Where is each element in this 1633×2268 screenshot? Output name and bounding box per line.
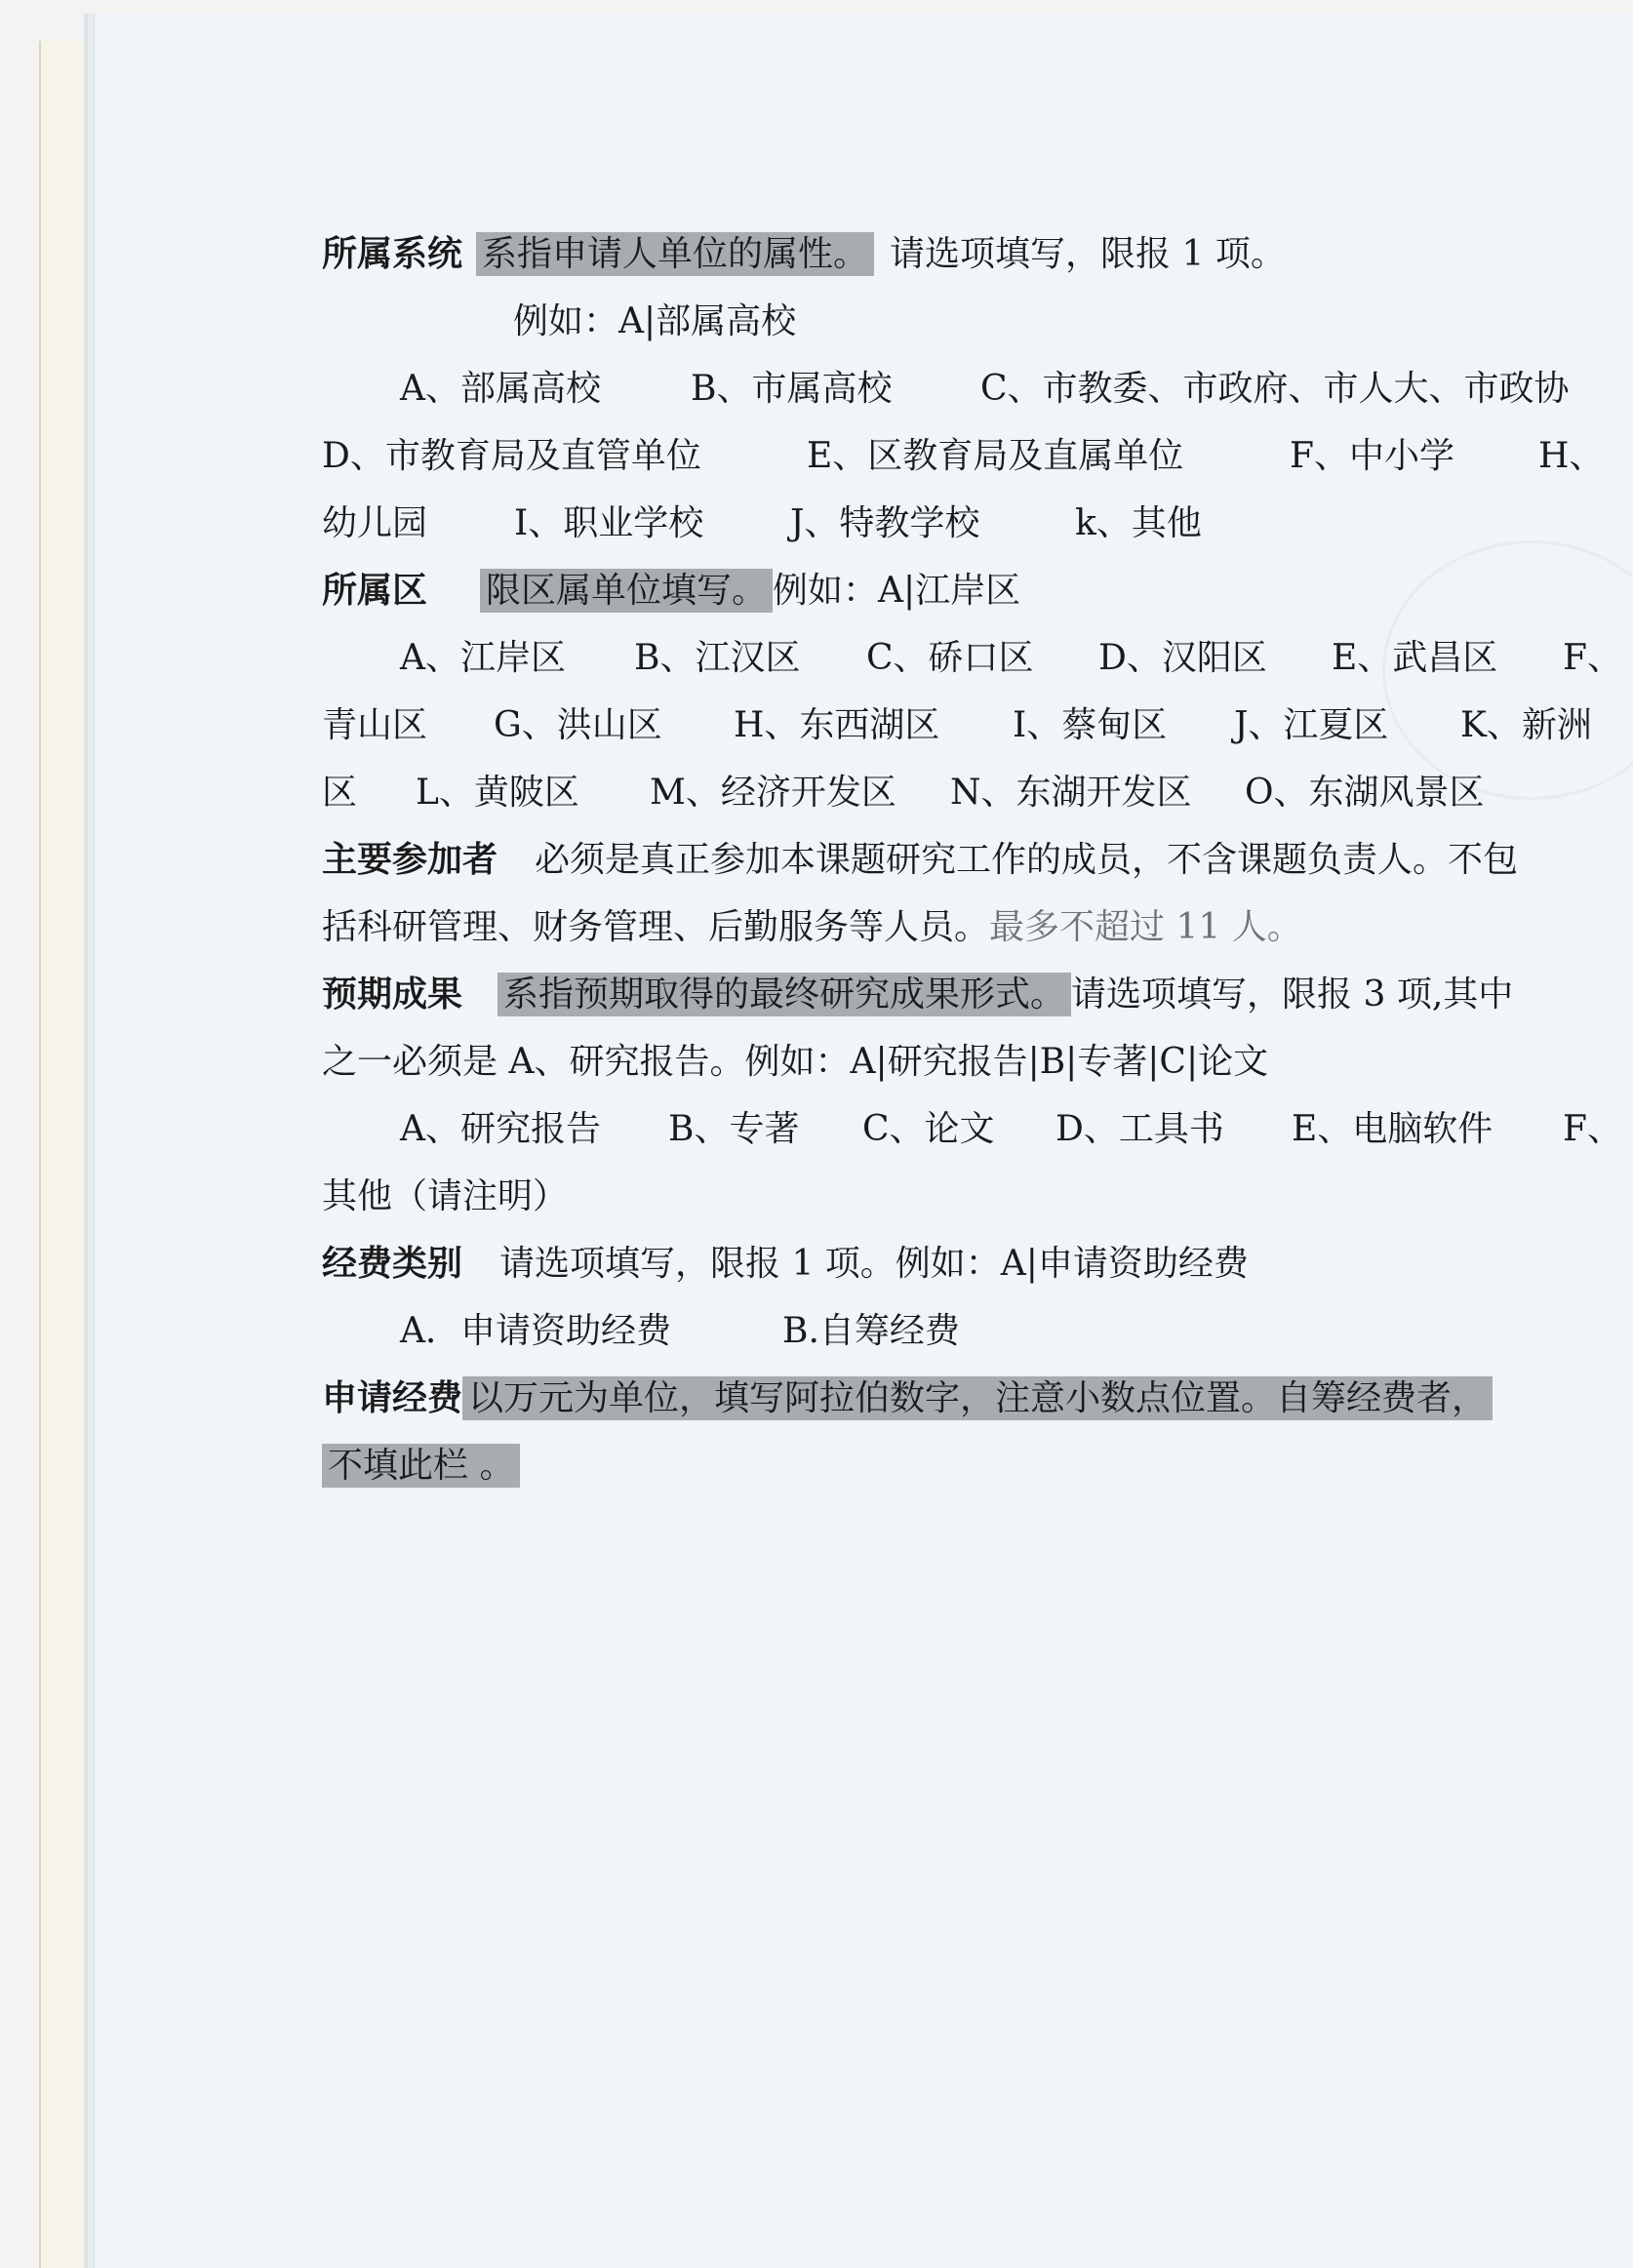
outcomes-options-row-1 xyxy=(322,1095,1622,1163)
district-option: J、江夏区 xyxy=(1234,705,1389,745)
funding-amount-heading-line xyxy=(322,1365,1614,1432)
district-option: C、硚口区 xyxy=(866,638,1034,678)
system-option: E、区教育局及直属单位 xyxy=(807,436,1184,476)
outcomes-highlight: 系指预期取得的最终研究成果形式。 xyxy=(498,973,1071,1016)
system-option: C、市教委、市政府、市人大、市政协 xyxy=(980,369,1570,409)
district-option: M、经济开发区 xyxy=(650,773,896,813)
district-label: 所属区 xyxy=(322,571,428,611)
outcomes-heading-line xyxy=(322,961,1614,1028)
outcome-option: A、研究报告 xyxy=(400,1109,601,1149)
system-option: D、市教育局及直管单位 xyxy=(322,436,701,476)
funding-type-label: 经费类别 xyxy=(322,1244,463,1284)
system-option: I、职业学校 xyxy=(514,503,704,543)
outcome-option: D、工具书 xyxy=(1055,1109,1224,1149)
system-highlight: 系指申请人单位的属性。 xyxy=(476,232,874,276)
district-option: I、蔡甸区 xyxy=(1013,705,1168,745)
district-option: 青山区 xyxy=(322,705,428,745)
funding-type-options xyxy=(322,1297,1614,1365)
participants-line-2 xyxy=(322,894,1614,961)
district-example: 例如：A|江岸区 xyxy=(773,571,1021,611)
district-option: D、汉阳区 xyxy=(1098,638,1267,678)
system-label: 所属系统 xyxy=(322,234,463,274)
district-highlight: 限区属单位填写。 xyxy=(480,569,773,613)
funding-amount-label: 申请经费 xyxy=(322,1378,463,1418)
system-options-row-1 xyxy=(322,355,1614,422)
funding-amount-highlight-1: 以万元为单位，填写阿拉伯数字，注意小数点位置。自筹经费者， xyxy=(462,1376,1493,1420)
district-option: G、洪山区 xyxy=(494,705,662,745)
outcomes-label: 预期成果 xyxy=(322,975,463,1015)
district-options-row-1 xyxy=(322,624,1622,692)
district-option: K、新洲 xyxy=(1460,705,1592,745)
funding-type-option: B.自筹经费 xyxy=(782,1311,960,1351)
outcome-option: C、论文 xyxy=(862,1109,995,1149)
system-option: F、中小学 xyxy=(1290,436,1454,476)
system-option: 幼儿园 xyxy=(322,503,428,543)
system-option: J、特教学校 xyxy=(790,503,980,543)
participants-text-1: 必须是真正参加本课题研究工作的成员，不含课题负责人。不包 xyxy=(535,840,1519,880)
participants-note: 最多不超过 11 人。 xyxy=(989,907,1302,947)
system-options-row-2 xyxy=(322,422,1614,490)
participants-heading-line xyxy=(322,826,1614,894)
participants-text-2: 括科研管理、财务管理、后勤服务等人员。 xyxy=(322,907,990,947)
district-option: A、江岸区 xyxy=(400,638,566,678)
funding-type-heading-line xyxy=(322,1230,1614,1297)
district-option: F、 xyxy=(1563,638,1622,678)
district-option: O、东湖风景区 xyxy=(1245,773,1485,813)
system-option: B、市属高校 xyxy=(691,369,893,409)
system-options-row-3 xyxy=(322,490,1614,557)
outcome-option: E、电脑软件 xyxy=(1292,1109,1494,1149)
funding-amount-line-2 xyxy=(322,1432,1614,1499)
outcomes-instruction: 请选项填写，限报 3 项,其中 xyxy=(1071,975,1514,1015)
system-option: k、其他 xyxy=(1075,503,1202,543)
district-option: H、东西湖区 xyxy=(734,705,940,745)
district-options-row-2 xyxy=(322,692,1614,759)
district-options-row-3 xyxy=(322,759,1614,826)
system-instruction: 请选项填写，限报 1 项。 xyxy=(890,234,1286,274)
outcomes-options-row-2 xyxy=(322,1163,1614,1230)
outcome-option: F、 xyxy=(1563,1109,1622,1149)
funding-amount-highlight-2: 不填此栏 。 xyxy=(322,1444,520,1488)
outcomes-example: 之一必须是 A、研究报告。例如：A|研究报告|B|专著|C|论文 xyxy=(322,1042,1269,1082)
funding-type-instruction: 请选项填写，限报 1 项。例如：A|申请资助经费 xyxy=(499,1244,1249,1284)
system-heading-line xyxy=(322,220,1614,288)
district-option: B、江汉区 xyxy=(634,638,801,678)
district-option: E、武昌区 xyxy=(1332,638,1498,678)
participants-label: 主要参加者 xyxy=(322,840,498,880)
system-example: 例如：A|部属高校 xyxy=(513,301,797,341)
district-option: 区 xyxy=(322,773,358,813)
district-option: N、东湖开发区 xyxy=(950,773,1192,813)
document-body xyxy=(322,220,1622,1499)
funding-type-option: A．申请资助经费 xyxy=(400,1311,671,1351)
outcome-option: B、专著 xyxy=(668,1109,800,1149)
outcome-option: 其他（请注明） xyxy=(322,1176,569,1216)
district-heading-line xyxy=(322,557,1614,624)
district-option: L、黄陂区 xyxy=(416,773,579,813)
system-option: H、 xyxy=(1538,436,1605,476)
system-option: A、部属高校 xyxy=(400,369,601,409)
